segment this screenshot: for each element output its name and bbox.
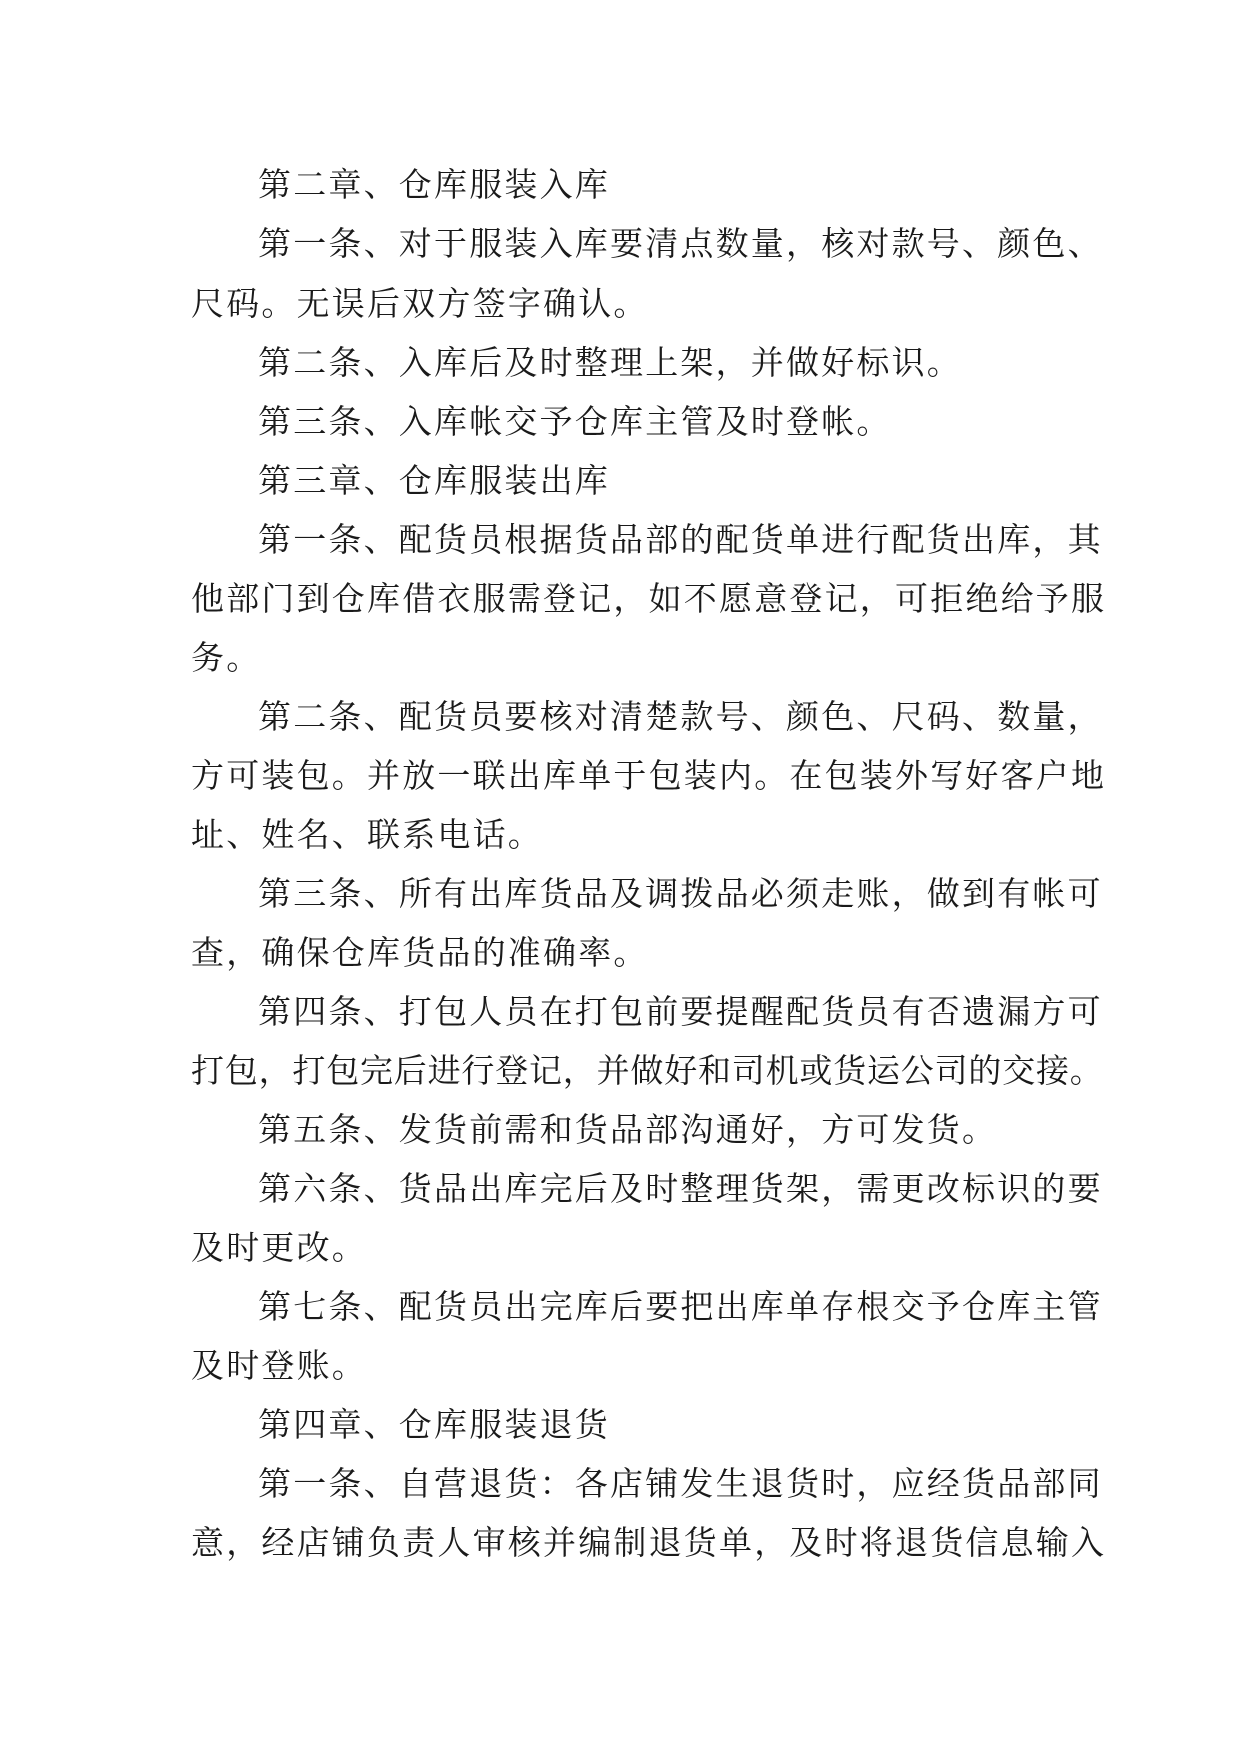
ch2-article-1-line-1: 第一条、对于服装入库要清点数量，核对款号、颜色、 [258,224,1103,263]
ch3-article-4-line-1: 第四条、打包人员在打包前要提醒配货员有否遗漏方可 [258,992,1103,1031]
ch3-article-3-line-1: 第三条、所有出库货品及调拨品必须走账，做到有帐可 [258,874,1103,913]
ch3-article-6-line-2: 及时更改。 [191,1228,367,1267]
chapter-4-heading: 第四章、仓库服装退货 [258,1405,610,1444]
ch2-article-2: 第二条、入库后及时整理上架，并做好标识。 [258,343,962,382]
ch2-article-1-line-2: 尺码。无误后双方签字确认。 [191,284,649,323]
chapter-2-heading: 第二章、仓库服装入库 [258,165,610,204]
ch3-article-2-line-3: 址、姓名、联系电话。 [191,815,543,854]
ch3-article-1-line-2: 他部门到仓库借衣服需登记，如不愿意登记，可拒绝给予服 [191,579,1107,618]
ch2-article-3: 第三条、入库帐交予仓库主管及时登帐。 [258,402,892,441]
ch3-article-2-line-2: 方可装包。并放一联出库单于包装内。在包装外写好客户地 [191,756,1107,795]
ch3-article-1-line-3: 务。 [191,638,262,677]
ch3-article-5: 第五条、发货前需和货品部沟通好，方可发货。 [258,1110,998,1149]
ch3-article-7-line-1: 第七条、配货员出完库后要把出库单存根交予仓库主管 [258,1287,1103,1326]
chapter-3-heading: 第三章、仓库服装出库 [258,461,610,500]
ch3-article-3-line-2: 查，确保仓库货品的准确率。 [191,933,649,972]
ch3-article-1-line-1: 第一条、配货员根据货品部的配货单进行配货出库，其 [258,520,1103,559]
ch3-article-7-line-2: 及时登账。 [191,1346,367,1385]
ch3-article-4-line-2: 打包，打包完后进行登记，并做好和司机或货运公司的交接。 [191,1051,1104,1090]
ch4-article-1-line-1: 第一条、自营退货：各店铺发生退货时，应经货品部同 [258,1464,1103,1503]
ch3-article-6-line-1: 第六条、货品出库完后及时整理货架，需更改标识的要 [258,1169,1103,1208]
ch3-article-2-line-1: 第二条、配货员要核对清楚款号、颜色、尺码、数量， [258,697,1103,736]
ch4-article-1-line-2: 意，经店铺负责人审核并编制退货单，及时将退货信息输入 [191,1523,1107,1562]
